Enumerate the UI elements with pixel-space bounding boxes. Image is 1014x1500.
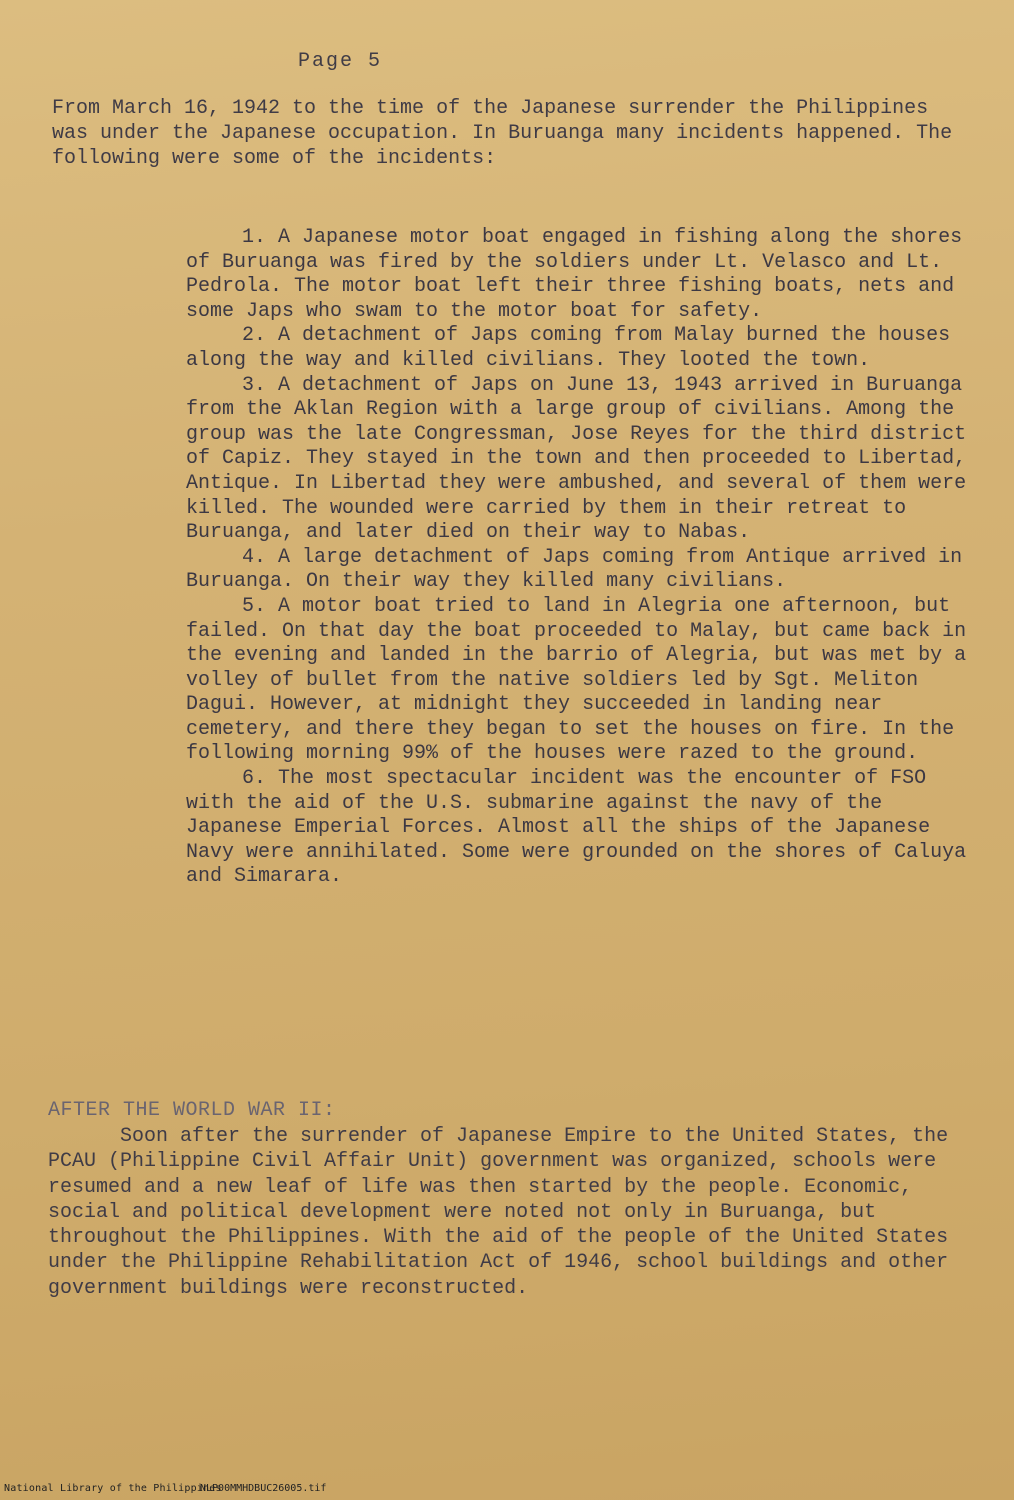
footer-source-label: National Library of the Philippines — [4, 1483, 222, 1494]
footer-filename: NLP00MMHDBUC26005.tif — [200, 1483, 327, 1494]
page-number: Page 5 — [298, 50, 383, 73]
section-heading-after-war: AFTER THE WORLD WAR II: — [48, 1099, 336, 1122]
incident-item: 1. A Japanese motor boat engaged in fishing along the shores of Buruanga was fired by the soldiers under Lt. Velasco and Lt. Pedrola. The motor boat left their three fishing boats, nets and some Japs who swam to the motor boat for safety. — [186, 226, 963, 323]
intro-paragraph: From March 16, 1942 to the time of the Japanese surrender the Philippines was under the Japanese occupation. In Buruanga many incidents happened. The following were some of the incidents: — [52, 97, 953, 170]
incident-item: 4. A large detachment of Japs coming from Antique arrived in Buruanga. On their way they killed many civilians. — [186, 545, 963, 594]
incident-item: 2. A detachment of Japs coming from Malay burned the houses along the way and killed civilians. They looted the town. — [186, 324, 951, 372]
incident-item: 6. The most spectacular incident was the encounter of FSO with the aid of the U.S. submarine against the navy of the Japanese Emperial Forces. Almost all the ships of the Japanese Navy were annihilated. Some were grounded on the shores of Caluya and Simarara. — [186, 767, 967, 889]
after-war-paragraph: Soon after the surrender of Japanese Empire to the United States, the PCAU (Philippine Civil Affair Unit) government was organized, schools were resumed and a new leaf of life was then started by the people. Economic, social and political development were noted not only in Buruanga, but throughout the Philippines. With the aid of the people of the United States under the Philippine Rehabilitation Act of 1946, school buildings and other government buildings were reconstructed. — [48, 1125, 949, 1300]
incident-item: 3. A detachment of Japs on June 13, 1943 arrived in Buruanga from the Aklan Region with a large group of civilians. Among the group was the late Congressman, Jose Reyes for the third district of Capiz. They stayed in the town and then proceeded to Libertad, Antique. In Libertad they were ambushed, and several of them were killed. The wounded were carried by them in their retreat to Buruanga, and later died on their way to Nabas. — [186, 373, 967, 545]
incident-item: 5. A motor boat tried to land in Alegria one afternoon, but failed. On that day the boat proceeded to Malay, but came back in the evening and landed in the barrio of Alegria, but was met by a volley of bullet from the native soldiers led by Sgt. Meliton Dagui. However, at midnight they succeeded in landing near cemetery, and there they began to set the houses on fire. In the following morning 99% of the houses were razed to the ground. — [186, 594, 967, 766]
incident-list — [186, 226, 986, 890]
